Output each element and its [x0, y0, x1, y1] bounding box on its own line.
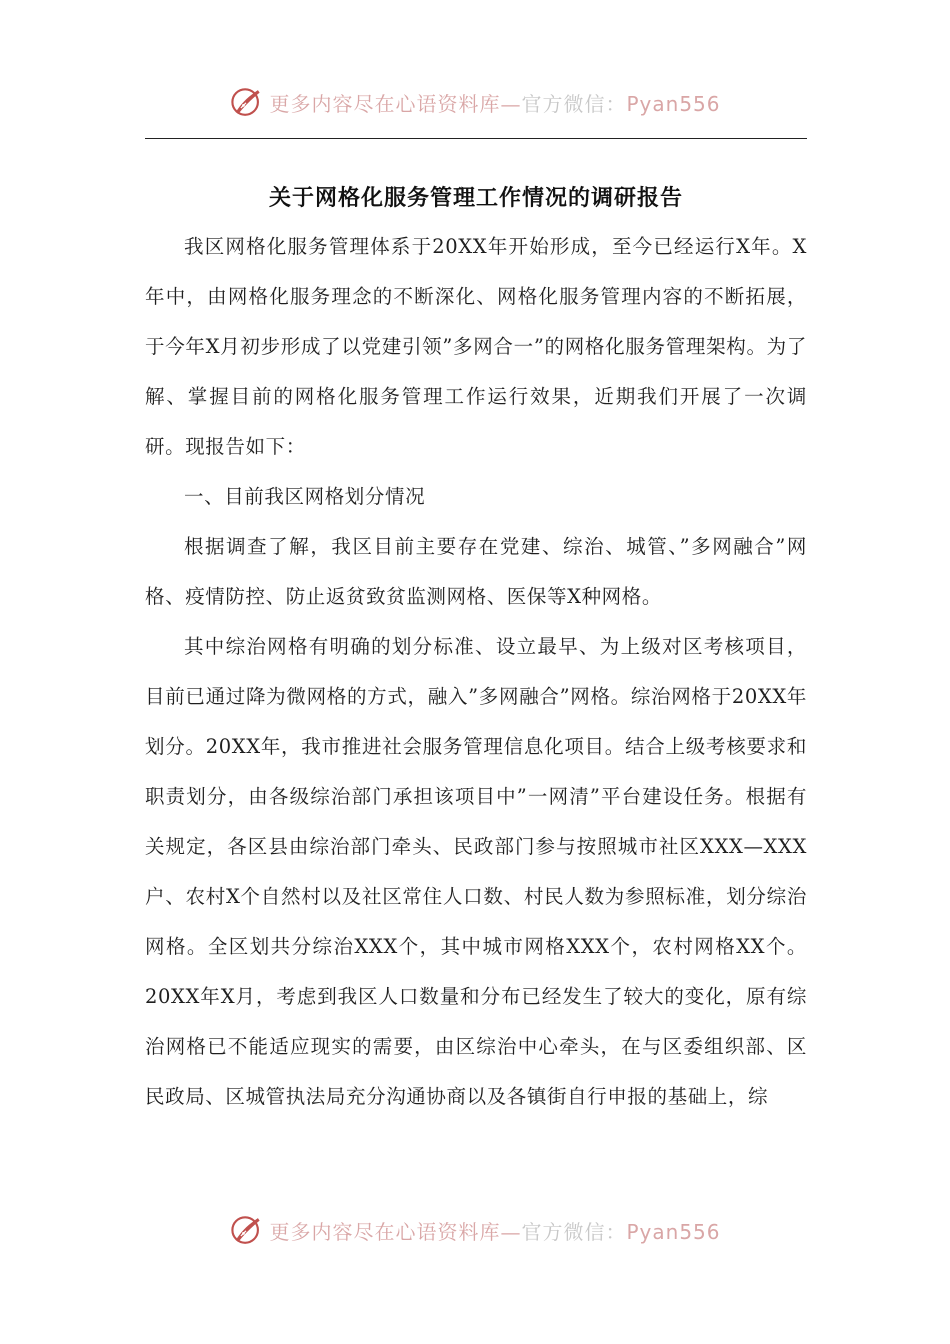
footer-banner — [0, 1208, 950, 1252]
header-divider — [145, 138, 807, 139]
contact-id: Pyan556 — [626, 91, 721, 116]
document-body — [145, 222, 807, 1122]
banner-separator: — — [500, 1219, 522, 1244]
paragraph-comprehensive-grid: 其中综治网格有明确的划分标准、设立最早、为上级对区考核项目，目前已通过降为微网格的方式，融入”多网融合”网格。综治网格于20XX年划分。20XX年，我市推进社会服务管理信息化项目。结合上级考核要求和职责划分，由各级综治部门承担该项目中”一网清”平台建设任务。根据有关规定，各区县由综治部门牵头、民政部门参与按照城市社区XXX—XXX户、农村X个自然村以及社区常住人口数、村民人数为参照标准，划分综治网格。全区划共分综治XXX个，其中城市网格XXX个，农村网格XX个。20XX年X月，考虑到我区人口数量和分布已经发生了较大的变化，原有综治网格已不能适应现实的需要，由区综治中心牵头，在与区委组织部、区民政局、区城管执法局充分沟通协商以及各镇街自行申报的基础上，综 — [145, 635, 808, 1108]
pen-nib-logo-icon — [229, 85, 263, 119]
banner-text — [269, 88, 720, 117]
contact-label: 官方微信： — [521, 91, 627, 116]
contact-id: Pyan556 — [626, 1219, 721, 1244]
paragraph-intro: 我区网格化服务管理体系于20XX年开始形成，至今已经运行X年。X年中，由网格化服务理念的不断深化、网格化服务管理内容的不断拓展，于今年X月初步形成了以党建引领”多网合一”的网格化服务管理架构。为了解、掌握目前的网格化服务管理工作运行效果，近期我们开展了一次调研。现报告如下： — [145, 235, 807, 458]
banner-text — [269, 1216, 720, 1245]
document-title: 关于网格化服务管理工作情况的调研报告 — [268, 185, 683, 211]
promo-text: 更多内容尽在心语资料库 — [269, 91, 501, 116]
banner-separator: — — [500, 91, 522, 116]
contact-label: 官方微信： — [521, 1219, 627, 1244]
header-banner — [0, 80, 950, 124]
pen-nib-logo-icon — [229, 1213, 263, 1247]
section-heading: 一、目前我区网格划分情况 — [184, 485, 426, 508]
promo-text: 更多内容尽在心语资料库 — [269, 1219, 501, 1244]
paragraph-grid-types: 根据调查了解，我区目前主要存在党建、综治、城管、”多网融合”网格、疫情防控、防止返贫致贫监测网格、医保等X种网格。 — [145, 535, 807, 608]
